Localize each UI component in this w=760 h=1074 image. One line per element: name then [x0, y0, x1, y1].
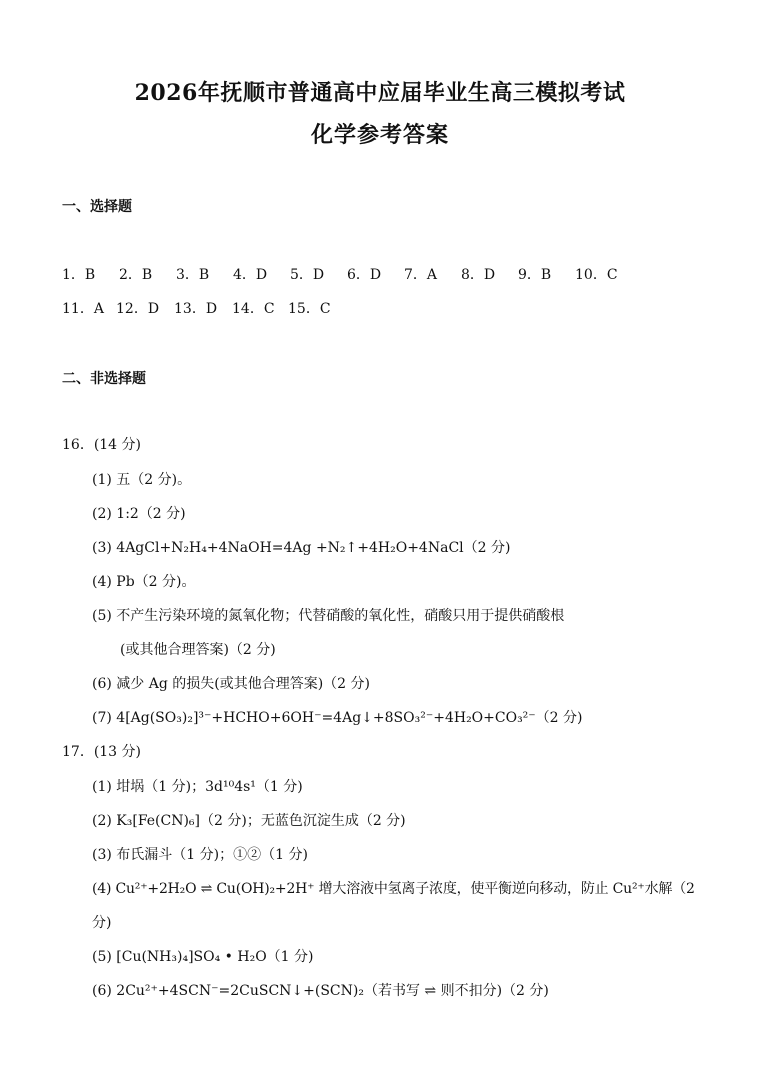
- mc-answer: 3．B: [176, 267, 210, 283]
- mc-answer: 15．C: [288, 301, 331, 317]
- question-16-heading: 16．(14 分): [62, 437, 142, 453]
- q16-answer-2: (2) 1:2（2 分): [92, 506, 186, 522]
- q16-answer-1: (1) 五（2 分)。: [92, 472, 192, 488]
- mc-answer: 9．B: [518, 267, 552, 283]
- q16-answer-7: (7) 4[Ag(SO₃)₂]³⁻+HCHO+6OH⁻=4Ag↓+8SO₃²⁻+4H₂O+CO₃²⁻（2 分): [92, 710, 583, 726]
- q16-answer-3: (3) 4AgCl+N₂H₄+4NaOH=4Ag +N₂↑+4H₂O+4NaCl（2 分): [92, 540, 511, 556]
- section-heading-multiple-choice: 一、选择题: [62, 199, 132, 215]
- mc-answer: 11．A: [62, 301, 104, 317]
- mc-answer: 14．C: [232, 301, 275, 317]
- mc-answers-row-2: [62, 298, 344, 318]
- q16-answer-6: (6) 减少 Ag 的损失(或其他合理答案)（2 分): [92, 676, 370, 692]
- mc-answer: 7．A: [404, 267, 438, 283]
- q17-answer-2: (2) K₃[Fe(CN)₆]（2 分)；无蓝色沉淀生成（2 分): [92, 813, 406, 829]
- q17-answer-1: (1) 坩埚（1 分)；3d¹⁰4s¹（1 分): [92, 779, 303, 795]
- document-title: 2026年抚顺市普通高中应届毕业生高三模拟考试: [134, 80, 626, 106]
- mc-answer: 12．D: [116, 301, 160, 317]
- q16-answer-5-continued: (或其他合理答案)（2 分): [120, 642, 276, 658]
- q16-answer-5: (5) 不产生污染环境的氮氧化物；代替硝酸的氧化性，硝酸只用于提供硝酸根: [92, 608, 565, 624]
- section-heading-non-multiple-choice: 二、非选择题: [62, 371, 146, 387]
- document-subtitle: 化学参考答案: [310, 122, 449, 148]
- q17-answer-4-continued: 分): [92, 915, 112, 931]
- question-17-heading: 17．(13 分): [62, 744, 142, 760]
- mc-answer: 6．D: [347, 267, 382, 283]
- mc-answer: 10．C: [575, 267, 618, 283]
- mc-answer: 4．D: [233, 267, 268, 283]
- q16-answer-4: (4) Pb（2 分)。: [92, 574, 196, 590]
- q17-answer-5: (5) [Cu(NH₃)₄]SO₄ • H₂O（1 分): [92, 949, 314, 965]
- q17-answer-4: (4) Cu²⁺+2H₂O ⇌ Cu(OH)₂+2H⁺ 增大溶液中氢离子浓度，使平衡逆向移动，防止 Cu²⁺水解（2: [92, 881, 695, 897]
- mc-answer: 2．B: [119, 267, 153, 283]
- mc-answer: 8．D: [461, 267, 496, 283]
- q17-answer-6: (6) 2Cu²⁺+4SCN⁻=2CuSCN↓+(SCN)₂（若书写 ⇌ 则不扣分)（2 分): [92, 983, 549, 999]
- mc-answer: 5．D: [290, 267, 325, 283]
- q17-answer-3: (3) 布氏漏斗（1 分)；①②（1 分): [92, 847, 308, 863]
- mc-answer: 1．B: [62, 267, 96, 283]
- mc-answers-row-1: [62, 264, 635, 284]
- mc-answer: 13．D: [174, 301, 218, 317]
